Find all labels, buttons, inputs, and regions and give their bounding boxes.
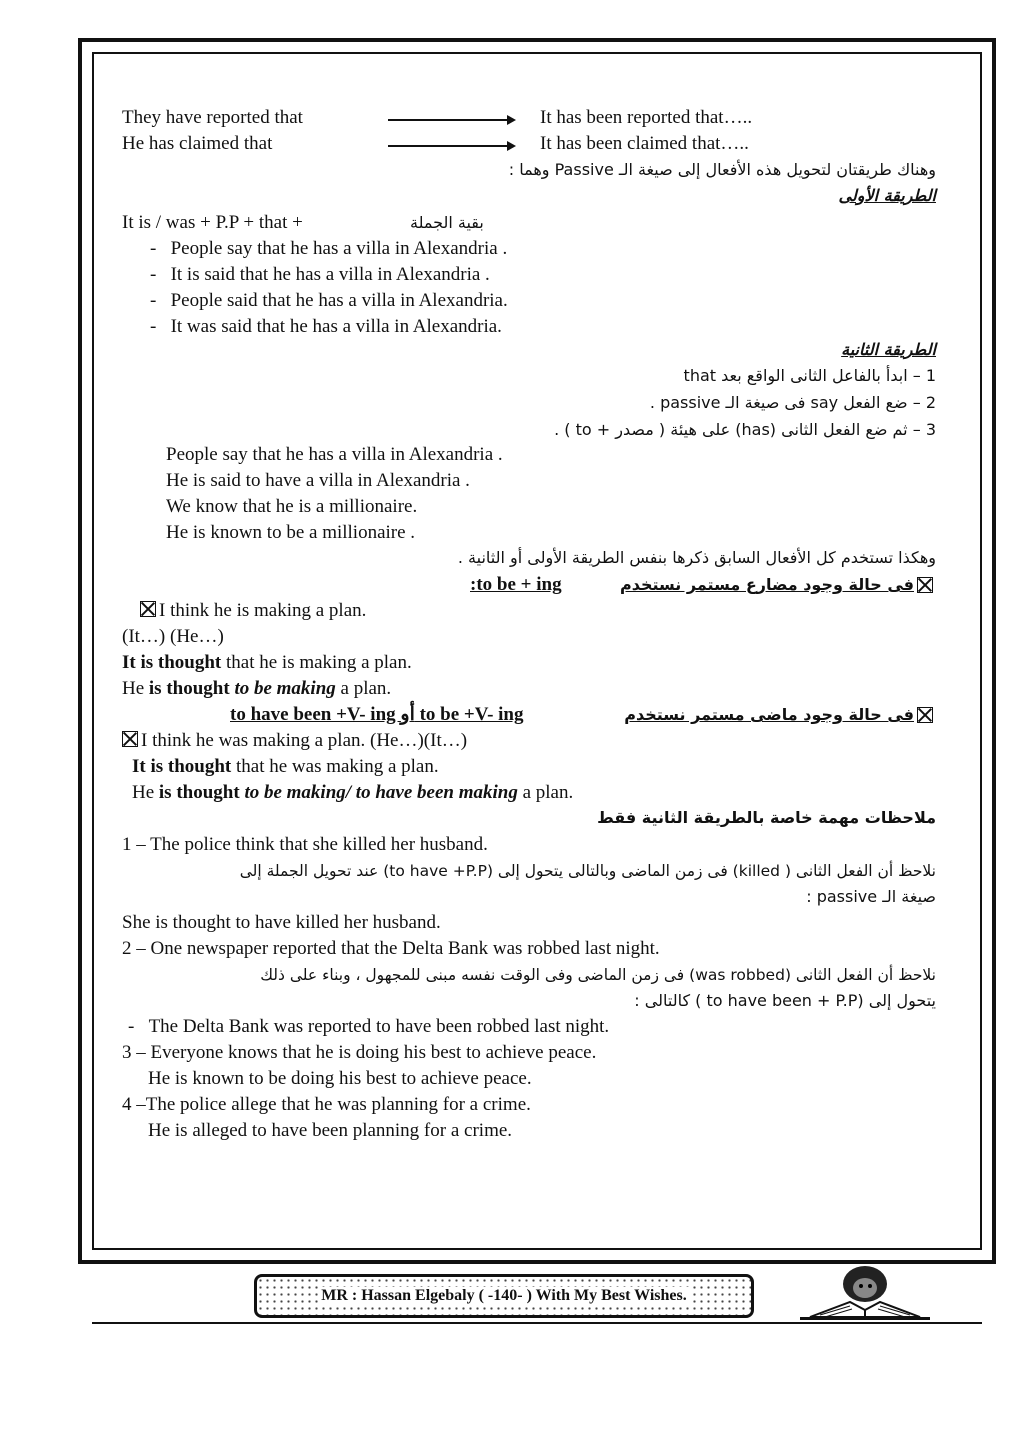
arrow-icon: [388, 145, 508, 147]
note-3-answer: He is known to be doing his best to achieve peace.: [148, 1068, 532, 1089]
arabic-all-verbs: وهكذا تستخدم كل الأفعال السابق ذكرها بنفس الطريقة الأولى أو الثانية .: [457, 548, 936, 567]
formula-left: It is / was + P.P + that +: [122, 212, 303, 233]
intro-line-1-left: They have reported that: [122, 107, 303, 128]
present-example-1: I think he is making a plan.: [140, 599, 366, 623]
note-4-answer: He is alleged to have been planning for a crime.: [148, 1120, 513, 1141]
present-example-3: He is thought to be making a plan.: [122, 678, 392, 699]
method-1-example: - It is said that he has a villa in Alexandria .: [150, 264, 490, 285]
past-continuous-heading-en: to have been +V- ing أو to be +V- ing: [230, 704, 524, 725]
checkbox-icon: [140, 601, 156, 617]
checkbox-icon: [122, 731, 138, 747]
note-2-arabic-2: يتحول إلى (to have been + P.P ) كالتالى :: [634, 991, 936, 1010]
note-2: 2 – One newspaper reported that the Delta Bank was robbed last night.: [122, 938, 660, 959]
arabic-intro: وهناك طريقتان لتحويل هذه الأفعال إلى صيغة الـ Passive وهما :: [508, 160, 936, 179]
note-1-arabic-2: صيغة الـ passive :: [806, 887, 936, 906]
method-2-example: We know that he is a millionaire.: [166, 496, 418, 517]
method-2-example: People say that he has a villa in Alexandria .: [166, 444, 503, 465]
method-1-heading: الطريقة الأولى: [838, 186, 936, 205]
intro-line-2-right: It has been claimed that…..: [540, 133, 749, 154]
past-example-2: It is thought that he was making a plan.: [132, 756, 439, 777]
method-2-step-3: 3 – ثم ضع الفعل الثانى (has) على هيئة ( مصدر + to ) .: [554, 420, 936, 439]
notes-heading: ملاحظات مهمة خاصة بالطريقة الثانية فقط: [597, 808, 936, 827]
method-1-example: - It was said that he has a villa in Alexandria.: [150, 316, 502, 337]
method-1-example: - People said that he has a villa in Alexandria.: [150, 290, 508, 311]
footer-rule: [92, 1322, 982, 1324]
reading-student-icon: [790, 1262, 940, 1322]
past-example-1: I think he was making a plan. (He…)(It…): [122, 729, 467, 753]
note-2-answer: - The Delta Bank was reported to have been robbed last night.: [128, 1016, 610, 1037]
note-1-arabic-1: نلاحظ أن الفعل الثانى ( killed) فى زمن الماضى وبالتالى يتحول إلى (to have +P.P) عند تحويل الجملة إلى: [239, 862, 936, 880]
past-example-3: He is thought to be making/ to have been making a plan.: [132, 782, 574, 803]
note-2-arabic-1: نلاحظ أن الفعل الثانى (was robbed) فى زمن الماضى وفى الوقت نفسه مبنى للمجهول ، وبناء على ذلك: [260, 966, 936, 984]
intro-line-1-right: It has been reported that…..: [540, 107, 753, 128]
footer-text: MR : Hassan Elgebaly ( -140- ) With My Best Wishes.: [318, 1287, 690, 1305]
note-1-answer: She is thought to have killed her husband.: [122, 912, 441, 933]
method-2-step-2: 2 – ضع الفعل say فى صيغة الـ passive .: [649, 393, 936, 412]
footer-banner: [254, 1274, 754, 1318]
method-2-example: He is said to have a villa in Alexandria .: [166, 470, 470, 491]
present-continuous-heading-ar: فى حالة وجود مضارع مستمر نستخدم: [619, 575, 914, 594]
method-2-example: He is known to be a millionaire .: [166, 522, 416, 543]
intro-line-2-left: He has claimed that: [122, 133, 273, 154]
method-1-example: - People say that he has a villa in Alexandria .: [150, 238, 508, 259]
past-continuous-heading-ar: فى حالة وجود ماضى مستمر نستخدم: [624, 705, 914, 724]
note-1: 1 – The police think that she killed her husband.: [122, 834, 488, 855]
checkbox-icon: [917, 707, 933, 723]
note-4: 4 –The police allege that he was planning for a crime.: [122, 1094, 531, 1115]
method-2-heading: الطريقة الثانية: [841, 340, 936, 359]
formula-arabic: بقية الجملة: [410, 213, 484, 232]
present-example-2: It is thought that he is making a plan.: [122, 652, 412, 673]
method-2-step-1: 1 – ابدأ بالفاعل الثانى الواقع بعد that: [683, 366, 936, 385]
present-continuous-heading-en: :to be + ing: [470, 574, 562, 595]
arrow-icon: [388, 119, 508, 121]
present-example-hint: (It…) (He…): [122, 626, 224, 647]
note-3: 3 – Everyone knows that he is doing his best to achieve peace.: [122, 1042, 597, 1063]
checkbox-icon: [917, 577, 933, 593]
